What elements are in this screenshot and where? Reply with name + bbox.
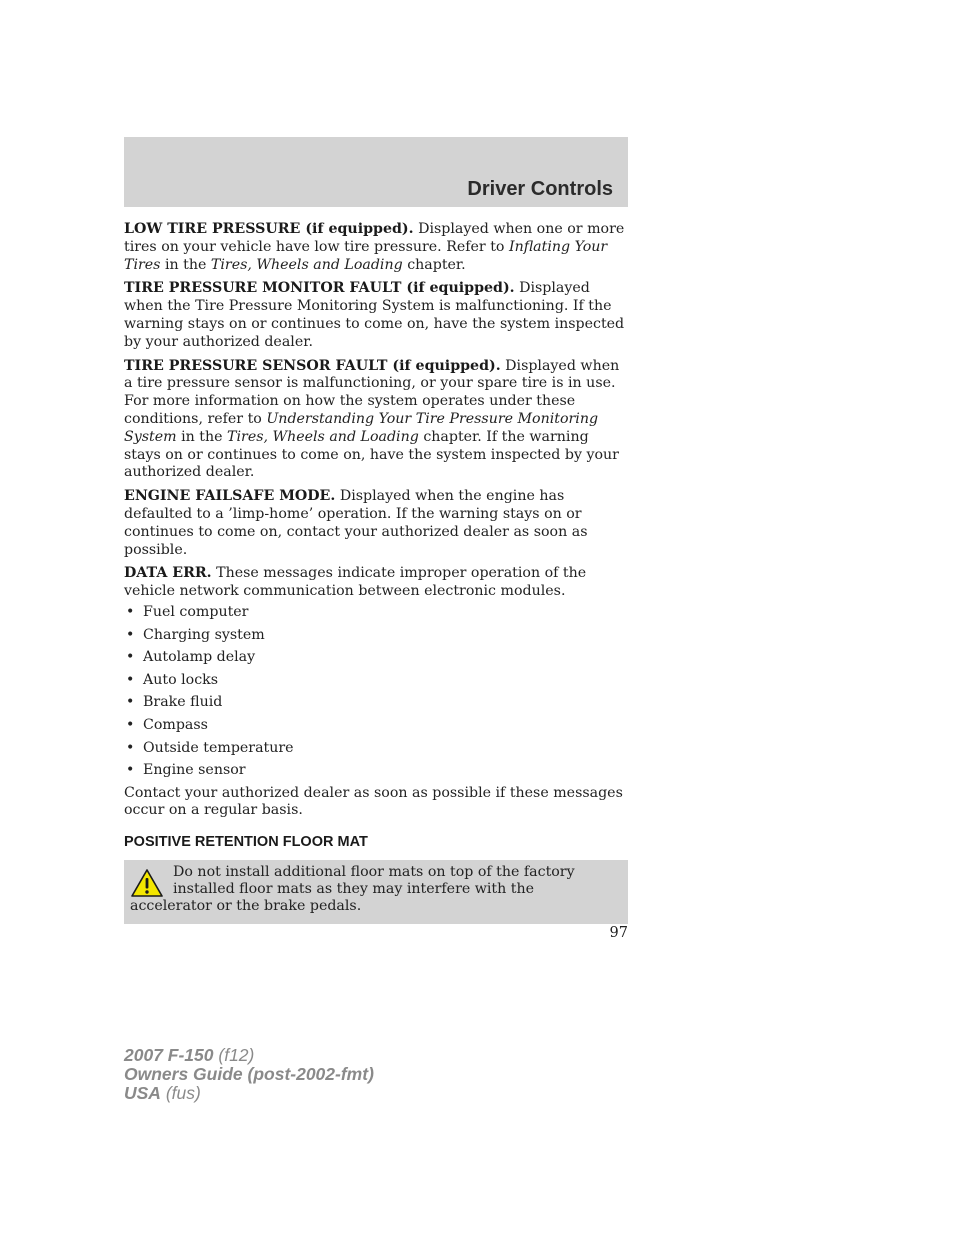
list-item-label: Compass <box>143 716 208 733</box>
footer-market-code: (fus) <box>160 1083 201 1103</box>
footer-model-code: (f12) <box>213 1045 255 1065</box>
list-item <box>124 649 628 672</box>
data-err-module-list <box>124 604 628 785</box>
list-item <box>124 627 628 650</box>
list-item <box>124 740 628 763</box>
heading-data-err: DATA ERR. <box>124 565 212 582</box>
list-item-label: Charging system <box>143 626 265 643</box>
reference-tires-wheels-loading: Tires, Wheels and Loading <box>227 428 419 445</box>
list-item <box>124 604 628 627</box>
text: chapter. <box>402 256 466 273</box>
heading-low-tire-pressure: LOW TIRE PRESSURE (if equipped). <box>124 221 414 237</box>
paragraph-engine-failsafe <box>124 488 628 559</box>
text: Displayed when the Tire Pressure Monitoring System is malfunctioning. If the warning stays on or continues to come on, have the system inspected by your authorized dealer. <box>124 280 625 350</box>
document-footer <box>124 1046 374 1103</box>
paragraph-data-err <box>124 565 628 601</box>
page-content <box>124 221 628 924</box>
bullet-icon: • <box>126 694 135 711</box>
chapter-title: Driver Controls <box>467 178 613 200</box>
footer-line-model <box>124 1046 374 1065</box>
paragraph-tpms-fault <box>124 280 628 351</box>
list-item <box>124 694 628 717</box>
text: Displayed when a tire pressure sensor is malfunctioning, or your spare tire is in use. For more information on how the system operates under these conditions, refer to <box>124 357 620 427</box>
bullet-icon: • <box>126 762 135 779</box>
list-item <box>124 762 628 785</box>
text: Displayed when the engine has defaulted to a ’limp-home’ operation. If the warning stays on or continues to come on, contact your authorized dealer as soon as possible. <box>124 488 588 558</box>
warning-box <box>124 860 628 924</box>
page-number: 97 <box>609 925 628 941</box>
bullet-icon: • <box>126 671 135 688</box>
footer-market: USA <box>124 1083 161 1103</box>
list-item-label: Fuel computer <box>143 603 249 620</box>
paragraph-sensor-fault <box>124 358 628 483</box>
text: chapter. If the warning stays on or continues to come on, have the system inspected by your authorized dealer. <box>124 428 619 481</box>
heading-tpms-fault: TIRE PRESSURE MONITOR FAULT (if equipped). <box>124 280 515 297</box>
paragraph-low-tire-pressure <box>124 221 628 274</box>
text: Displayed when one or more tires on your vehicle have low tire pressure. Refer to <box>124 221 625 255</box>
reference-tires-wheels-loading: Tires, Wheels and Loading <box>210 256 403 273</box>
text: in the <box>176 428 228 445</box>
footer-guide: Owners Guide (post-2002-fmt) <box>124 1064 374 1084</box>
text: in the <box>160 256 211 273</box>
reference-understanding-tpms: Understanding Your Tire Pressure Monitoring System <box>124 410 599 445</box>
bullet-icon: • <box>126 649 135 666</box>
footer-line-market <box>124 1084 374 1103</box>
warning-triangle-icon <box>130 868 164 898</box>
section-subheading: POSITIVE RETENTION FLOOR MAT <box>124 834 368 851</box>
list-item <box>124 672 628 695</box>
bullet-icon: • <box>126 739 135 756</box>
footer-line-guide <box>124 1065 374 1084</box>
warning-text: Do not install additional floor mats on top of the factory installed floor mats as they may interfere with the accelerator or the brake pedals. <box>130 864 575 915</box>
text: These messages indicate improper operation of the vehicle network communication between electronic modules. <box>124 565 587 600</box>
bullet-icon: • <box>126 626 135 643</box>
footer-model: 2007 F-150 <box>124 1045 214 1065</box>
list-item <box>124 717 628 740</box>
list-item-label: Auto locks <box>143 671 219 688</box>
reference-inflating-your-tires: Inflating Your Tires <box>124 238 608 273</box>
heading-engine-failsafe: ENGINE FAILSAFE MODE. <box>124 488 336 505</box>
bullet-icon: • <box>126 603 135 620</box>
list-item-label: Engine sensor <box>143 762 246 779</box>
chapter-header-band <box>124 137 628 207</box>
bullet-icon: • <box>126 716 135 733</box>
list-item-label: Outside temperature <box>143 739 294 756</box>
heading-sensor-fault: TIRE PRESSURE SENSOR FAULT (if equipped). <box>124 357 501 374</box>
list-item-label: Brake fluid <box>143 694 223 711</box>
list-item-label: Autolamp delay <box>143 649 256 666</box>
contact-note: Contact your authorized dealer as soon as possible if these messages occur on a regular basis. <box>124 784 623 819</box>
